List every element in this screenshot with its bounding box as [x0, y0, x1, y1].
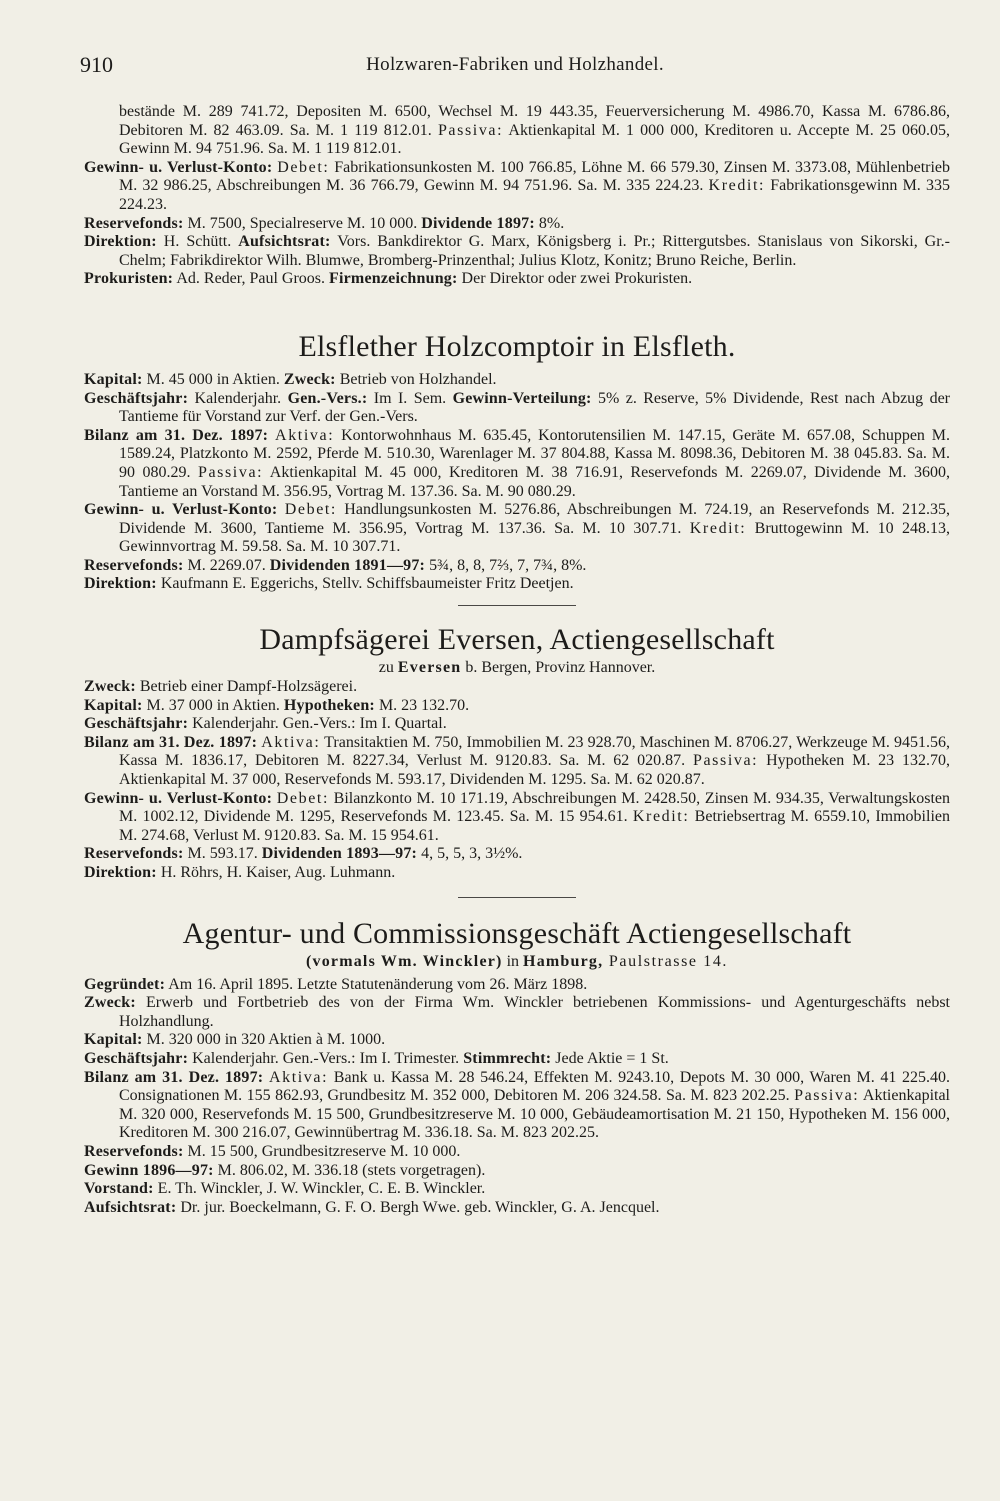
management: Direktion: H. Schütt. Aufsichtsrat: Vors. Bankdirektor G. Marx, Königsberg i. Pr.; Rittergutsbes. Stanislaus von Sikorski, Gr.-Chelm; Fabrikdirektor Wilh. Blumwe, Bromberg-Prinzenthal; Julius Klotz, Konitz; Bruno Reiche, Berlin.: [84, 233, 951, 269]
elsfleth-management: Direktion: Kaufmann E. Eggerichs, Stellv. Schiffsbaumeister Fritz Deetjen.: [84, 575, 574, 593]
section-divider: [458, 897, 576, 898]
elsfleth-title: Elsflether Holzcomptoir in Elsfleth.: [298, 329, 736, 363]
elsfleth-fiscal-year: Geschäftsjahr: Kalenderjahr. Gen.-Vers.: Im I. Sem. Gewinn-Verteilung: 5% z. Reserve, 5% Dividende, Rest nach Abzug der Tantieme für Vorstand zur Verf. der Gen.-Vers.: [84, 389, 951, 426]
page-body: [84, 103, 950, 1217]
elsfleth-reserve: Reservefonds: M. 2269.07. Dividenden 1891—97: 5¾, 8, 8, 7⅔, 7, 7¾, 8%.: [84, 556, 587, 574]
eversen-section: [84, 622, 950, 883]
eversen-fiscal-year: Geschäftsjahr: Kalenderjahr. Gen.-Vers.: Im I. Quartal.: [84, 715, 447, 733]
agentur-founded: Gegründet: Am 16. April 1895. Letzte Statutenänderung vom 26. März 1898.: [84, 975, 588, 993]
agentur-balance: Bilanz am 31. Dez. 1897: Aktiva: Bank u. Kassa M. 28 546.24, Effekten M. 9243.10, Depots M. 30 000, Waren M. 41 225.40. Consignationen M. 155 862.93, Grundbesitz M. 352 000, Debitoren M. 206 324.58. Sa. M. 823 202.25. Passiva: Aktienkapital M. 320 000, Reservefonds M. 15 500, Grundbesitzreserve M. 10 000, Gebäudeamortisation M. 21 150, Hypotheken M. 156 000, Kreditoren M. 300 216.07, Gewinnübertrag M. 336.18. Sa. M. 823 202.25.: [84, 1068, 951, 1142]
agentur-location: (vormals Wm. Winckler) in Hamburg, Paulstrasse 14.: [305, 952, 729, 970]
running-title: Holzwaren-Fabriken und Holzhandel.: [366, 54, 664, 75]
elsfleth-balance: Bilanz am 31. Dez. 1897: Aktiva: Kontorwohnhaus M. 635.45, Kontorutensilien M. 147.15, Geräte M. 657.08, Schuppen M. 1589.24, Platzkonto M. 2592, Pferde M. 510.30, Warenlager M. 37 804.88, Kassa M. 8098.36, Debitoren M. 38 045.83. Sa. M. 90 080.29. Passiva: Aktienkapital M. 45 000, Kreditoren M. 38 716.91, Reservefonds M. 2269.07, Dividende M. 3600, Tantieme an Vorstand M. 356.95, Vortrag M. 137.36. Sa. M. 90 080.29.: [84, 426, 951, 500]
agentur-section: [84, 916, 950, 1218]
eversen-purpose: Zweck: Betrieb einer Dampf-Holzsägerei.: [84, 678, 358, 696]
agentur-board: Vorstand: E. Th. Winckler, J. W. Winckler, C. E. B. Winckler.: [84, 1180, 486, 1198]
eversen-reserve: Reservefonds: M. 593.17. Dividenden 1893—97: 4, 5, 5, 3, 3½%.: [84, 845, 523, 863]
agentur-fiscal-year: Geschäftsjahr: Kalenderjahr. Gen.-Vers.: Im I. Trimester. Stimmrecht: Jede Aktie = 1 St.: [84, 1049, 669, 1067]
agentur-reserve: Reservefonds: M. 15 500, Grundbesitzreserve M. 10 000.: [84, 1142, 461, 1160]
eversen-capital: Kapital: M. 37 000 in Aktien. Hypotheken: M. 23 132.70.: [84, 696, 470, 714]
eversen-balance: Bilanz am 31. Dez. 1897: Aktiva: Transitaktien M. 750, Immobilien M. 23 928.70, Maschinen M. 8706.27, Werkzeuge M. 9451.56, Kassa M. 1836.17, Debitoren M. 8227.34, Verlust M. 9120.83. Sa. M. 62 020.87. Passiva: Hypotheken M. 23 132.70, Aktienkapital M. 37 000, Reservefonds M. 593.17, Dividenden M. 1295. Sa. M. 62 020.87.: [84, 733, 951, 789]
section-divider: [458, 605, 576, 606]
agentur-supervisory-board: Aufsichtsrat: Dr. jur. Boeckelmann, G. F. O. Bergh Wwe. geb. Winckler, G. A. Jencquel.: [84, 1198, 660, 1216]
reserve-fund: Reservefonds: M. 7500, Specialreserve M. 10 000. Dividende 1897: 8%.: [84, 214, 565, 232]
agentur-profit: Gewinn 1896—97: M. 806.02, M. 336.18 (stets vorgetragen).: [84, 1161, 486, 1179]
eversen-management: Direktion: H. Röhrs, H. Kaiser, Aug. Luhmann.: [84, 864, 396, 881]
eversen-location: zu Eversen b. Bergen, Provinz Hannover.: [378, 659, 656, 677]
procurators: Prokuristen: Ad. Reder, Paul Groos. Firmenzeichnung: Der Direktor oder zwei Prokuristen.: [84, 270, 693, 288]
agentur-purpose: Zweck: Erwerb und Fortbetrieb des von der Firma Wm. Winckler betriebenen Kommissions- und Agenturgeschäfts nebst Holzhandlung.: [84, 994, 950, 1030]
elsfleth-capital: Kapital: M. 45 000 in Aktien. Zweck: Betrieb von Holzhandel.: [84, 370, 497, 388]
elsfleth-profit-loss: Gewinn- u. Verlust-Konto: Debet: Handlungsunkosten M. 5276.86, Abschreibungen M. 724.19, an Reservefonds M. 212.35, Dividende M. 3600, Tantieme M. 356.95, Vortrag M. 137.36. Sa. M. 10 307.71. Kredit: Bruttogewinn M. 10 248.13, Gewinnvortrag M. 59.58. Sa. M. 10 307.71.: [84, 501, 951, 556]
page-number: 910: [80, 52, 113, 77]
profit-loss-account: Gewinn- u. Verlust-Konto: Debet: Fabrikationsunkosten M. 100 766.85, Löhne M. 66 579.30, Zinsen M. 3373.08, Mühlenbetrieb M. 32 986.25, Abschreibungen M. 36 766.79, Gewinn M. 94 751.96. Sa. M. 335 224.23. Kredit: Fabrikationsgewinn M. 335 224.23.: [84, 158, 951, 213]
eversen-title: Dampfsägerei Eversen, Actiengesellschaft: [259, 623, 775, 657]
elsfleth-section: [84, 329, 950, 594]
balance-continuation: bestände M. 289 741.72, Depositen M. 6500, Wechsel M. 19 443.35, Feuerversicherung M. 4986.70, Kassa M. 6786.86, Debitoren M. 82 463.09. Sa. M. 1 119 812.01. Passiva: Aktienkapital M. 1 000 000, Kreditoren u. Accepte M. 25 060.05, Gewinn M. 94 751.96. Sa. M. 1 119 812.01.: [119, 103, 951, 158]
agentur-capital: Kapital: M. 320 000 in 320 Aktien à M. 1000.: [84, 1031, 386, 1049]
page-header: [80, 52, 950, 86]
intro-section: [84, 103, 950, 289]
agentur-title: Agentur- und Commissionsgeschäft Actiengesellschaft: [182, 916, 852, 950]
eversen-profit-loss: Gewinn- u. Verlust-Konto: Debet: Bilanzkonto M. 10 171.19, Abschreibungen M. 2428.50, Zinsen M. 934.35, Verwaltungskosten M. 1002.12, Dividende M. 1295, Reservefonds M. 123.45. Sa. M. 15 954.61. Kredit: Betriebsertrag M. 6559.10, Immobilien M. 274.68, Verlust M. 9120.83. Sa. M. 15 954.61.: [84, 789, 951, 844]
